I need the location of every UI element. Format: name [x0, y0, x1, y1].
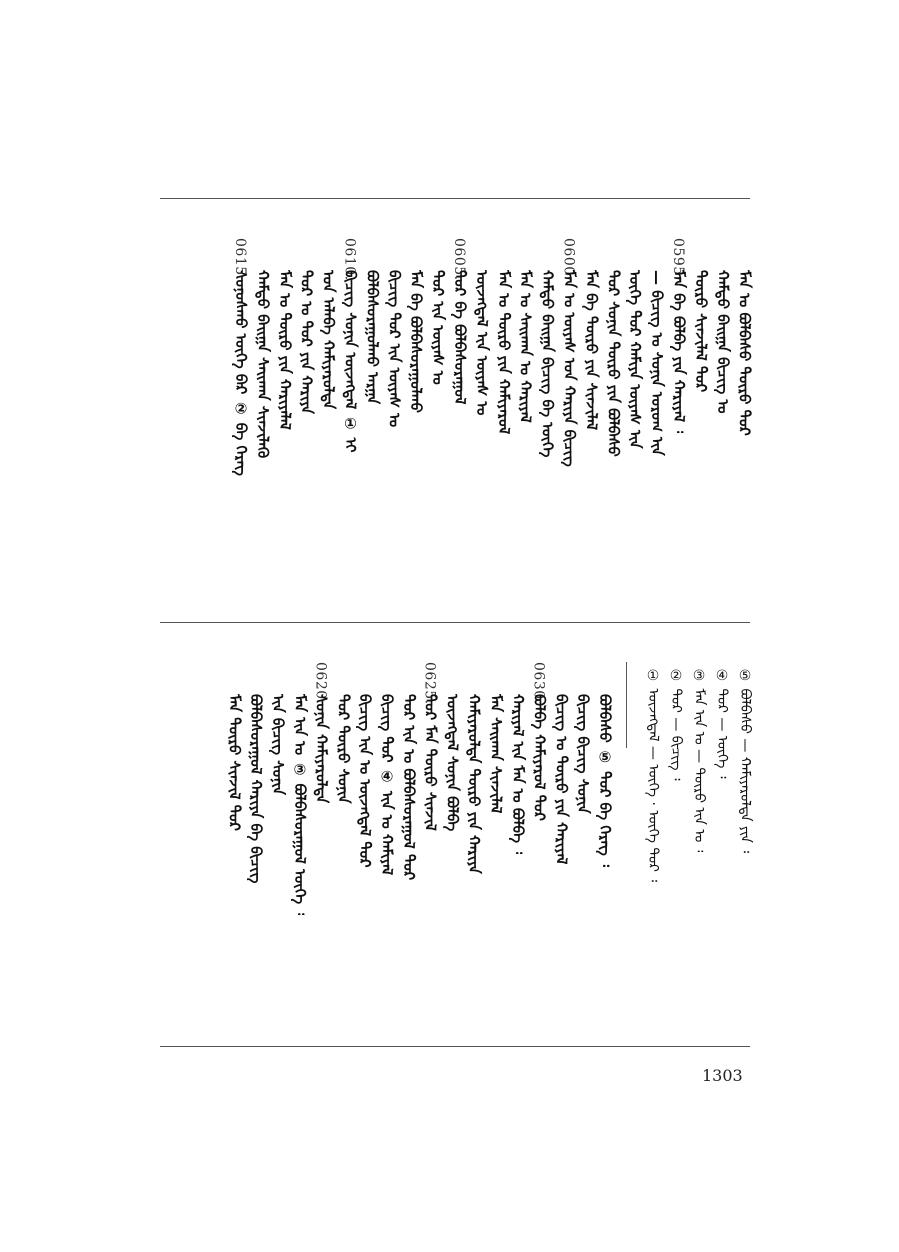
verse-text: ᠪᠣᠯᠪᠠ ᠬᠠᠮᠢᠶᠠᠷᠤᠯ ᠲᠣᠷ — [530, 694, 549, 821]
verse-text: ᠦᠵᠡᠭᠳᠡᠯ ᠢᠨ ᠦᠶᠡᠰ ᠤ — [472, 270, 491, 416]
verse-text: — ᠪᠢᠴᠢᠭ ᠤ ᠰᠣᠨᠢᠨ ᠤᠷᠤᠭ ᠢᠨ — [648, 270, 667, 456]
verse-text: ᠮᠠᠨ ᠢᠨ ᠤ ③ ᠪᠣᠯᠪᠠᠰᠤᠷᠠᠭᠤᠯ ᠦᠭᠡ ᠄ — [290, 694, 309, 916]
verse-number: 0610. — [341, 238, 358, 281]
verse-text: ᠲᠣᠷ ᠲᠦᠷᠦ ᠰᠣᠨᠢᠨ — [334, 694, 353, 804]
verse-text: ᠲᠣᠷ ᠢᠨ ᠦᠶᠡᠰ ᠤ — [429, 270, 448, 385]
verse-text: ᠪᠣᠯᠪᠠᠰᠤᠷᠠᠭᠤᠯ ᠬᠠᠷᠢᠶᠠ ᠪᠠ ᠪᠢᠴᠢᠭ — [247, 694, 266, 884]
notes-divider — [626, 662, 627, 748]
verse-text: ᠲᠣᠷ ᠢᠨ ᠤ ᠪᠣᠯᠪᠠᠰᠤᠷᠠᠭᠤᠯ ᠲᠣᠷ — [399, 694, 418, 881]
verse-text: ᠰᠣᠨᠢᠨ ᠬᠠᠮᠢᠶᠠᠷᠤᠯᠲᠠ — [312, 694, 331, 804]
verse-text: ᠮᠠᠨ ᠲᠦᠷᠦ ᠰᠢᠨᠵᠢᠯ ᠲᠣᠷ — [225, 694, 244, 831]
verse-text: ᠢᠨ ᠪᠢᠴᠢᠭ ᠰᠣᠨᠢᠨ — [269, 694, 287, 796]
verse-text: ᠮᠠᠨ ᠤ ᠪᠣᠯᠪᠠᠰᠤ ᠲᠦᠷᠦ ᠲᠣᠷ — [735, 270, 754, 436]
verse-text: ᠤᠨ ᠠᠯᠠᠪᠠ ᠬᠠᠮᠢᠶᠠᠷᠤᠯᠲᠠ — [319, 270, 338, 410]
footnote-text: ③ ᠮᠠᠨ ᠢᠨ ᠤ — ᠲᠦᠷᠦ ᠢᠨ ᠤ ᠄ — [691, 668, 707, 853]
verse-text: ᠬᠠᠮᠲᠤ ᠪᠠᠢᠭᠠ ᠰᠠᠢᠬᠠᠨ ᠰᠢᠨᠵᠢᠯᠡᠬᠦ — [253, 270, 272, 459]
verse-text: ᠬᠠᠮᠲᠤ ᠪᠠᠢᠭᠠ ᠪᠢᠴᠢᠭ ᠪᠠ ᠦᠭᠡ — [538, 270, 557, 458]
verse-text: ᠦᠵᠡᠭᠳᠡᠯ ᠰᠣᠨᠢᠨ ᠪᠣᠯᠪᠠ — [443, 694, 462, 832]
verse-text: ᠬᠠᠮᠲᠤ ᠪᠠᠢᠭᠠ ᠪᠢᠴᠢᠭ ᠤ — [713, 270, 732, 414]
verse-text: ᠮᠠᠨ ᠪᠠ ᠪᠣᠯᠪᠠᠰᠤᠷᠠᠭᠤᠯᠬᠤ — [407, 270, 426, 413]
verse-number: 0615. — [232, 238, 248, 281]
verse-text: ᠬᠠᠮᠢᠶᠠᠷᠤᠯᠲᠠ ᠲᠦᠷᠦ ᠶᠢᠨ ᠬᠠᠷᠢᠶᠠ — [465, 694, 484, 874]
footnote-text: ⑤ ᠪᠣᠯᠪᠠᠰᠤ — ᠬᠠᠮᠢᠶᠠᠷᠤᠯᠲᠠ ᠶᠢᠨ ᠄ — [737, 668, 753, 853]
verse-text: ᠮᠠᠨ ᠤ ᠦᠶᠡᠰ ᠤᠨ ᠬᠠᠷᠢᠶᠠ ᠪᠢᠴᠢᠭ — [560, 270, 579, 467]
verse-text: ᠮᠠᠨ ᠤ ᠰᠠᠢᠬᠠᠨ ᠤ ᠬᠠᠷᠢᠶᠠᠯ — [516, 270, 535, 423]
verse-text: ᠦᠭᠡ ᠲᠣᠷ ᠬᠠᠮᠢᠶᠠ ᠦᠶᠡᠰ ᠢᠨ — [626, 270, 645, 449]
verse-text: ᠮᠠᠨ ᠪᠠ ᠲᠦᠷᠦ ᠶᠢᠨ ᠰᠢᠨᠵᠢᠯᠡᠯ — [582, 270, 601, 431]
footnote-text: ② ᠲᠣᠷ — ᠪᠢᠴᠢᠭ ᠄ — [668, 668, 684, 781]
footnote-text: ① ᠦᠵᠡᠭᠳᠡᠯ — ᠦᠭᠡ · ᠦᠭᠡ ᠲᠣᠷ ᠄ — [645, 668, 661, 882]
footnote-text: ④ ᠲᠣᠷ — ᠦᠭᠡ ᠄ — [714, 668, 730, 779]
verse-text: ᠲᠣᠷ ᠮᠠᠨ ᠲᠦᠷᠦ ᠰᠢᠨᠵᠢᠯ — [421, 694, 440, 831]
verse-text: ᠲᠦᠷᠦ ᠰᠢᠨᠵᠢᠯᠡᠯ ᠲᠣᠷ — [691, 270, 710, 393]
verse-text: ᠪᠢᠴᠢᠭ ᠢᠨ ᠤ ᠦᠵᠡᠭᠳᠡᠯ ᠲᠣᠷ — [356, 694, 375, 868]
verse-text: ᠮᠠᠨ ᠰᠠᠢᠬᠠᠨ ᠰᠢᠨᠵᠢᠯᠡᠯ — [487, 694, 505, 814]
verse-text: ᠪᠢᠴᠢᠭ ᠪᠢᠴᠢᠭ ᠰᠣᠨᠢᠨ — [574, 694, 593, 814]
verse-text: ᠬᠠᠷᠢᠶᠠᠯ ᠢᠨ ᠮᠠᠨ ᠤ ᠪᠣᠯᠪᠠ ᠄ — [508, 694, 527, 855]
verse-number: 0620. — [312, 662, 329, 705]
verse-number: 0625. — [421, 662, 438, 705]
top-rule — [160, 198, 750, 199]
verse-text: ᠲᠣᠷ ᠰᠣᠨᠢᠨ ᠲᠦᠷᠦ ᠶᠢᠨ ᠪᠣᠯᠪᠠᠰᠤ — [604, 270, 623, 457]
verse-text: ᠰᠣᠨᠣᠰᠬᠤ ᠦᠭᠡ ᠪᠡᠷ ② ᠪᠠ ᠬᠡᠷᠡᠭ — [232, 270, 250, 476]
verse-text: ᠪᠣᠯᠪᠠᠰᠤ ⑤ ᠲᠣᠷ ᠪᠠ ᠬᠡᠷᠡᠭ ᠄ — [596, 694, 614, 868]
verse-text: ᠲᠣᠷ ᠪᠠ ᠪᠣᠯᠪᠠᠰᠤᠷᠠᠭᠤᠯ — [451, 270, 469, 405]
verse-number: 0605. — [451, 238, 467, 281]
verse-text: ᠮᠠᠨ ᠪᠠ ᠪᠣᠯᠪᠠ ᠶᠢᠨ ᠬᠠᠷᠢᠶᠠᠯ ᠄ — [670, 270, 688, 434]
middle-rule — [160, 622, 750, 623]
verse-number: 0595. — [670, 238, 686, 281]
verse-text: ᠪᠢᠴᠢᠭ ᠲᠣᠷ ④ ᠢᠨ ᠤ ᠬᠠᠮᠢᠶᠠᠯ — [378, 694, 396, 876]
verse-text: ᠪᠢᠴᠢᠭ ᠲᠣᠷ ᠢᠨ ᠦᠶᠡᠰ ᠤ — [385, 270, 404, 428]
verse-number: 0630. — [530, 662, 547, 705]
verse-text: ᠪᠢᠴᠢᠭ ᠤ ᠲᠦᠷᠦ ᠶᠢᠨ ᠬᠠᠷᠢᠶᠠᠯ — [552, 694, 571, 865]
page-number: 1303 — [702, 1066, 743, 1085]
verse-text: ᠪᠢᠴᠢᠭ ᠰᠣᠨᠢᠨ ᠦᠵᠡᠭᠳᠡᠯ ① ᠢ — [341, 270, 360, 453]
verse-number: 0600. — [560, 238, 577, 281]
verse-text: ᠪᠣᠯᠪᠠᠰᠤᠷᠠᠭᠤᠯᠬᠤ ᠠᠷᠭᠠ — [363, 270, 382, 405]
bottom-rule — [160, 1046, 750, 1047]
verse-text: ᠲᠣᠷ ᠤ ᠲᠣᠷ ᠶᠢᠨ ᠬᠠᠷᠢᠶᠠ — [297, 270, 316, 415]
verse-text: ᠮᠠᠨ ᠤ ᠲᠦᠷᠦ ᠶᠢᠨ ᠬᠠᠷᠢᠶᠠᠯᠠᠯ — [275, 270, 294, 430]
verse-text: ᠮᠠᠨ ᠤ ᠲᠦᠷᠦ ᠶᠢᠨ ᠬᠠᠮᠢᠶᠠᠷᠤᠯ — [494, 270, 513, 435]
